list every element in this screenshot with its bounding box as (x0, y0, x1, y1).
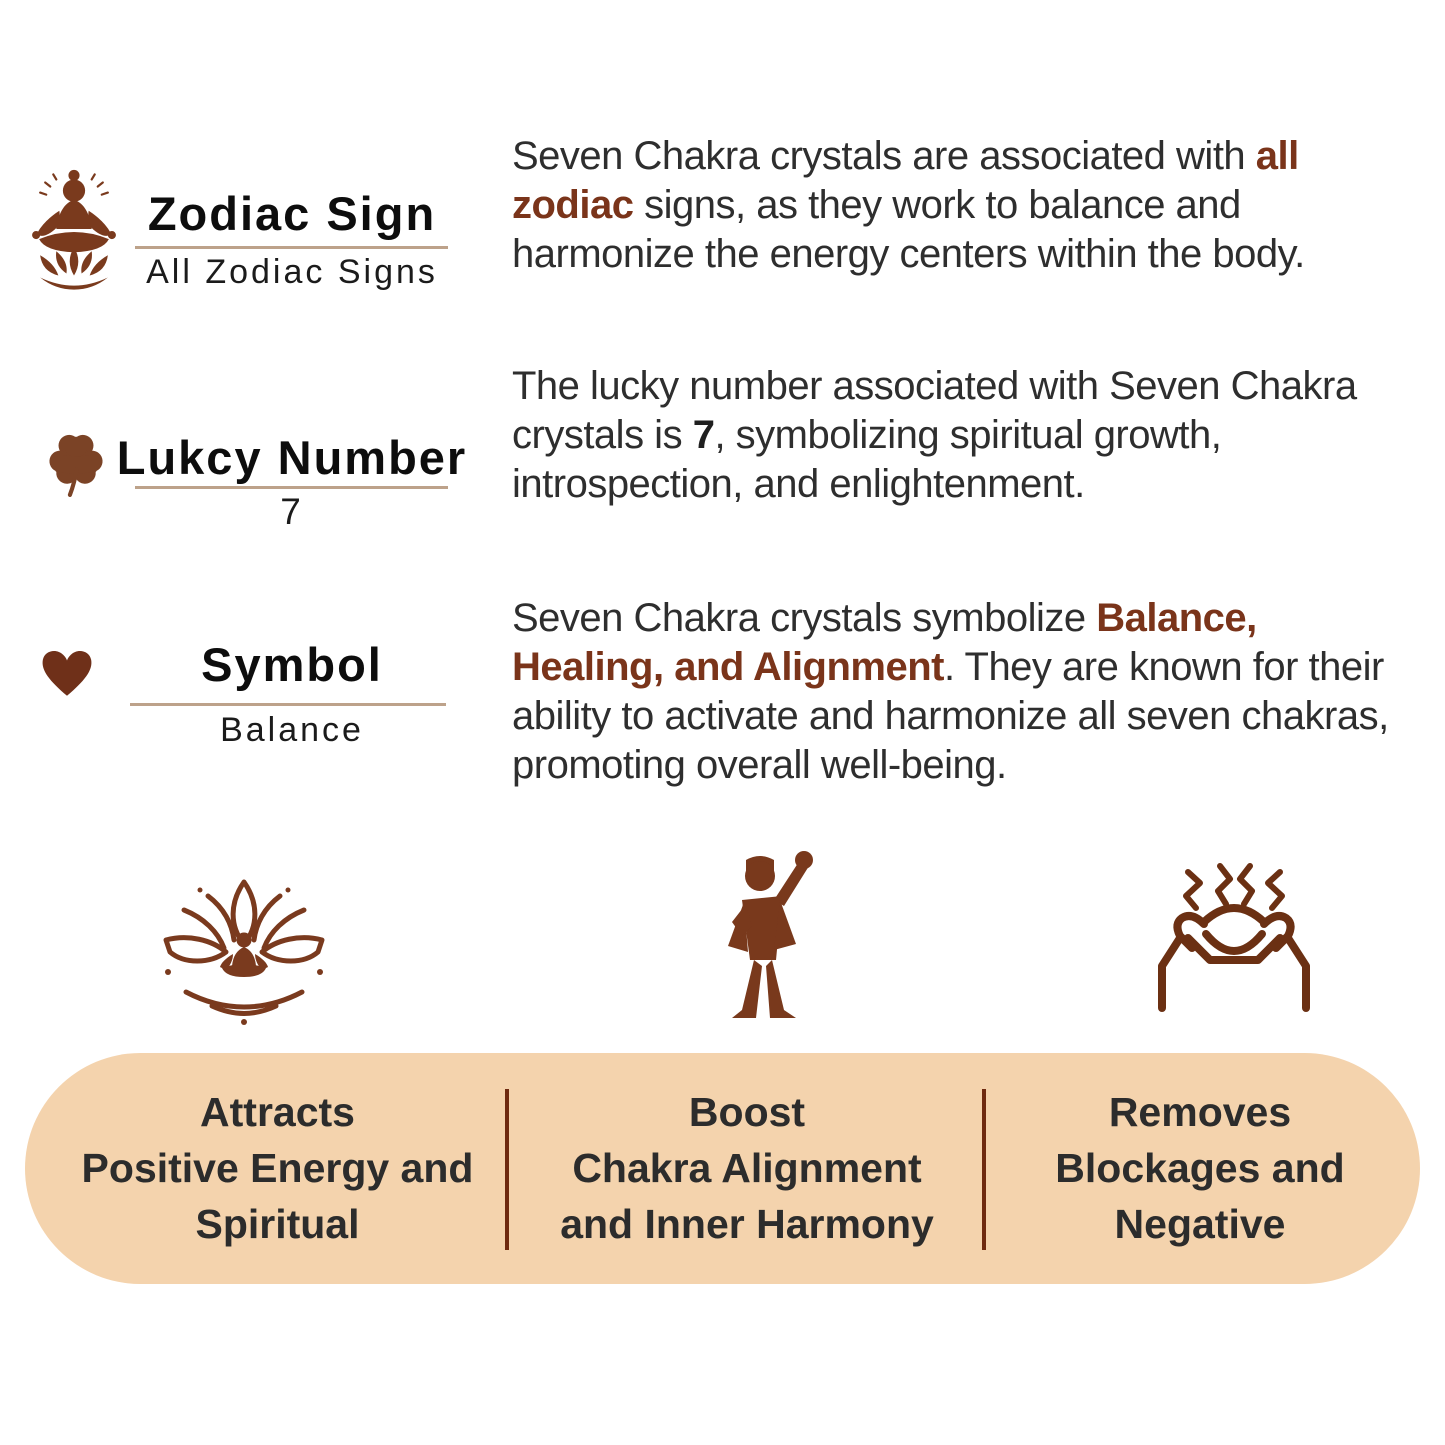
symbol-heading: Symbol (201, 638, 383, 691)
benefit-boost-line-2: Chakra Alignment (572, 1145, 922, 1191)
benefit-boost-line-3: and Inner Harmony (560, 1201, 934, 1247)
benefit-attracts (45, 1084, 510, 1252)
zodiac-sign-value: All Zodiac Signs (146, 253, 438, 291)
heart-icon (36, 642, 98, 700)
paragraph-symbol-post: . They are known for their ability to activate and harmonize all seven chakras, promoting overall well-being. (512, 645, 1389, 787)
superhero-icon (712, 848, 816, 1032)
paragraph-zodiac (512, 132, 1392, 279)
paragraph-lucky-highlight: 7 (692, 413, 715, 457)
lucky-number-underline (135, 486, 448, 489)
benefit-removes-line-3: Negative (1114, 1201, 1286, 1247)
paragraph-zodiac-post: signs, as they work to balance and harmonize the energy centers within the body. (512, 183, 1305, 276)
zodiac-sign-underline (135, 246, 448, 249)
benefit-boost-line-1: Boost (688, 1089, 806, 1135)
paragraph-symbol-pre: Seven Chakra crystals symbolize (512, 596, 1097, 640)
lucky-number-value: 7 (280, 491, 304, 532)
clover-icon (38, 422, 114, 504)
benefit-attracts-line-2: Positive Energy and (81, 1145, 474, 1191)
paragraph-zodiac-pre: Seven Chakra crystals are associated with (512, 134, 1256, 178)
paragraph-lucky-number (512, 362, 1392, 509)
lucky-number-heading: Lukcy Number (116, 431, 468, 484)
benefit-attracts-line-1: Attracts (200, 1089, 355, 1135)
paragraph-lucky-post: , symbolizing spiritual growth, introspection, and enlightenment. (512, 413, 1222, 506)
symbol-underline (130, 703, 446, 706)
paragraph-symbol (512, 594, 1392, 790)
benefit-boost (512, 1084, 982, 1252)
lotus-meditation-icon (160, 876, 328, 1026)
benefit-attracts-line-3: Spiritual (195, 1201, 360, 1247)
stressed-person-icon (1132, 858, 1336, 1030)
paragraph-zodiac-highlight: all zodiac (512, 134, 1299, 227)
banner-divider (982, 1089, 986, 1250)
zodiac-sign-heading: Zodiac Sign (147, 187, 437, 240)
paragraph-symbol-highlight: Balance, Healing, and Alignment (512, 596, 1257, 689)
benefit-removes (990, 1084, 1410, 1252)
benefits-banner (25, 1053, 1420, 1284)
paragraph-lucky-pre: The lucky number associated with Seven Chakra crystals is (512, 364, 1357, 457)
benefit-removes-line-2: Blockages and (1055, 1145, 1345, 1191)
symbol-value: Balance (220, 711, 364, 749)
benefit-removes-line-1: Removes (1108, 1089, 1292, 1135)
